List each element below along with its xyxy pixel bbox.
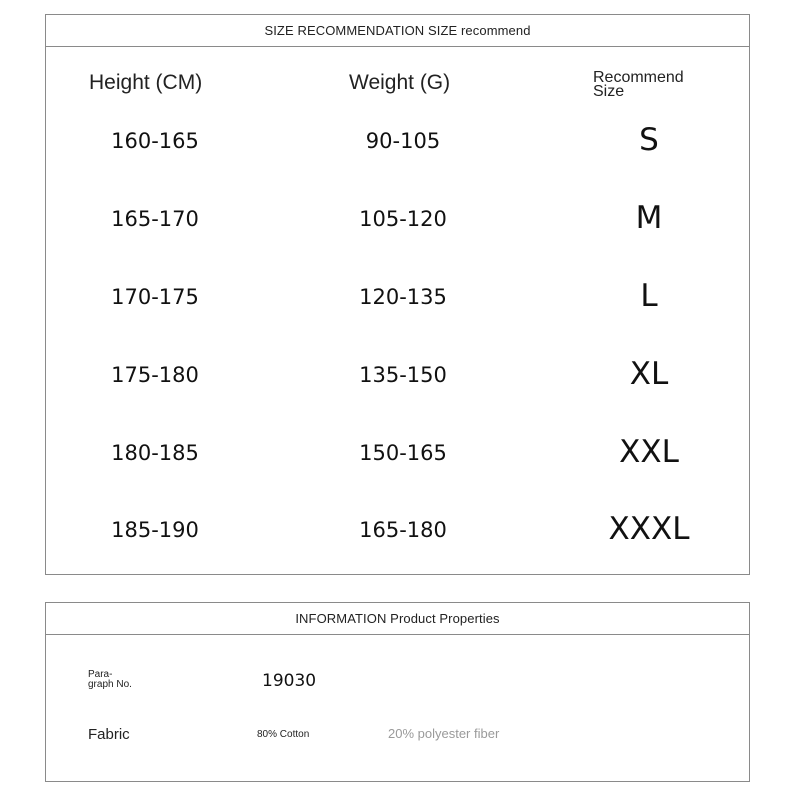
fabric-label: Fabric bbox=[88, 726, 130, 743]
row-1-weight: 90-105 bbox=[365, 129, 441, 153]
weight-header: Weight (G) bbox=[349, 71, 451, 94]
row-2-weight: 105-120 bbox=[359, 207, 447, 231]
paragraph-no-label-line2: graph No. bbox=[88, 679, 132, 690]
height-header: Height (CM) bbox=[89, 71, 203, 94]
paragraph-no-label-line1: Para- bbox=[88, 669, 113, 680]
fabric-polyester-value: 20% polyester fiber bbox=[388, 726, 500, 741]
row-4-height: 175-180 bbox=[111, 363, 199, 387]
row-6-weight: 165-180 bbox=[359, 518, 447, 542]
row-2-height: 165-170 bbox=[111, 207, 199, 231]
row-3-weight: 120-135 bbox=[359, 285, 447, 309]
row-3-size: L bbox=[640, 278, 658, 314]
row-3-height: 170-175 bbox=[111, 285, 199, 309]
paragraph-no-value: 19030 bbox=[262, 671, 317, 691]
recommend-size-header-line1: Recommend bbox=[593, 69, 684, 86]
recommend-size-header bbox=[593, 71, 723, 99]
size-panel-title: SIZE RECOMMENDATION SIZE recommend bbox=[46, 15, 749, 47]
row-6-height: 185-190 bbox=[111, 518, 199, 542]
paragraph-no-label bbox=[88, 670, 148, 690]
row-6-size: XXXL bbox=[608, 511, 690, 547]
row-5-size: XXL bbox=[619, 434, 679, 470]
info-panel-title: INFORMATION Product Properties bbox=[46, 603, 749, 635]
row-5-height: 180-185 bbox=[111, 441, 199, 465]
row-1-height: 160-165 bbox=[111, 129, 199, 153]
size-recommendation-panel bbox=[45, 14, 750, 575]
recommend-size-header-line2: Size bbox=[593, 83, 625, 100]
row-4-weight: 135-150 bbox=[359, 363, 447, 387]
row-2-size: M bbox=[635, 200, 663, 236]
product-information-panel bbox=[45, 602, 750, 782]
row-5-weight: 150-165 bbox=[359, 441, 447, 465]
row-1-size: S bbox=[639, 122, 659, 158]
row-4-size: XL bbox=[629, 356, 669, 392]
fabric-cotton-value: 80% Cotton bbox=[257, 729, 310, 740]
